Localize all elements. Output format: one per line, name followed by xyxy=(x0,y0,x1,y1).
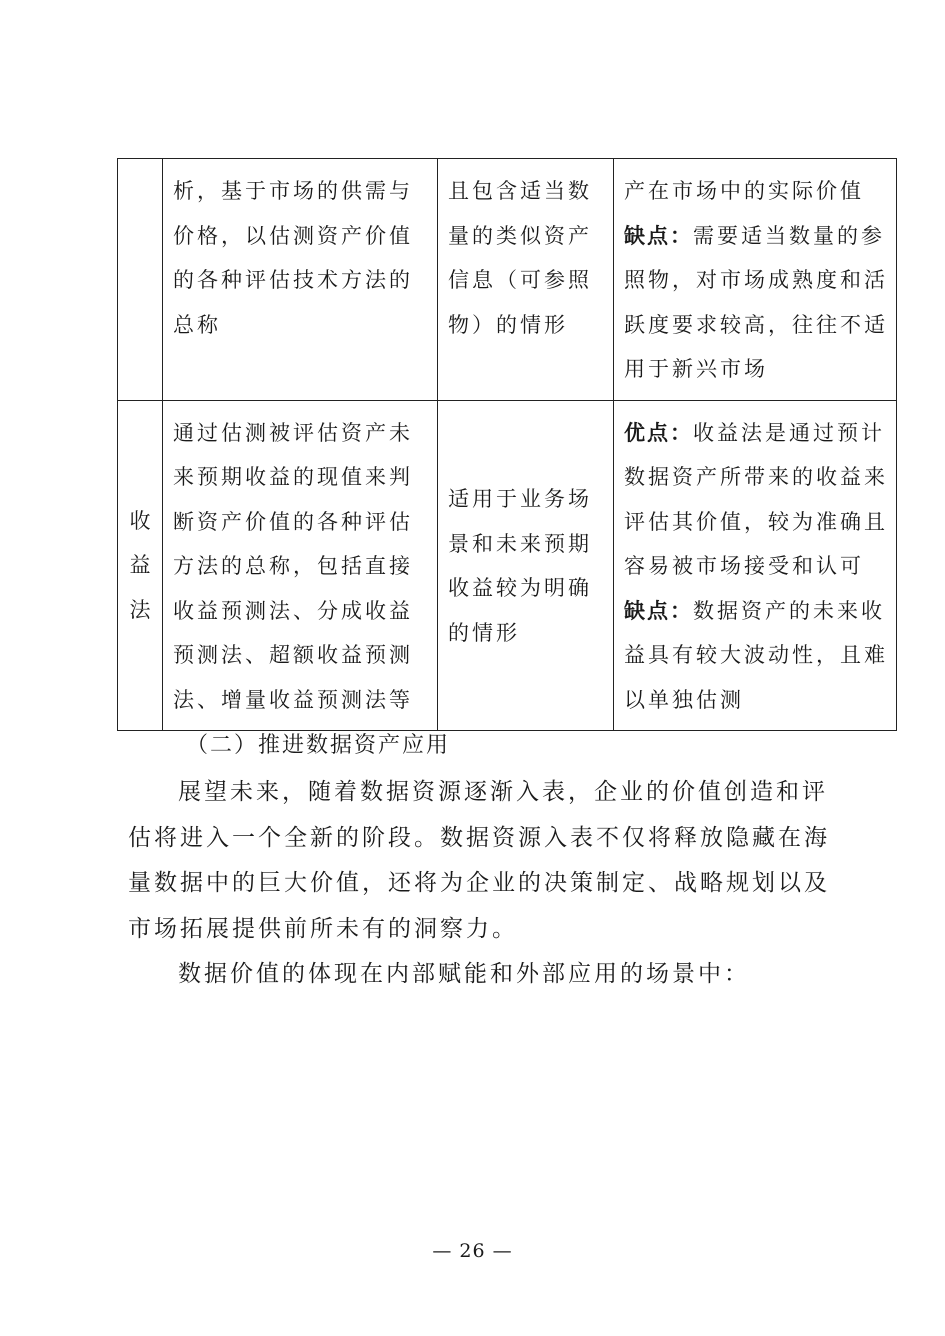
body-paragraph: 展望未来，随着数据资源逐渐入表，企业的价值创造和评估将进入一个全新的阶段。数据资源入表不仅将释放隐藏在海量数据中的巨大价值，还将为企业的决策制定、战略规划以及市场拓展提供前所未有的洞察力。 xyxy=(128,779,830,942)
cons-first-line xyxy=(624,589,888,634)
cons-text: 需要适当数量的参 xyxy=(693,223,885,248)
scope-line: 且包含适当数 xyxy=(448,179,592,203)
cons-first-line xyxy=(624,214,888,259)
cons-label: 缺点： xyxy=(624,222,693,248)
definition-line: 预测法、超额收益预测 xyxy=(173,643,413,667)
valuation-method-table xyxy=(117,158,897,731)
method-name-cell xyxy=(118,400,163,731)
pros-text: 收益法是通过预计 xyxy=(693,420,885,445)
scope-line: 信息（可参照 xyxy=(448,268,592,292)
definition-line: 来预期收益的现值来判 xyxy=(173,465,413,489)
table-row-market-method xyxy=(118,159,897,401)
definition-line: 法、增量收益预测法等 xyxy=(173,687,413,712)
pros-first-line xyxy=(624,411,888,456)
cons-line: 益具有较大波动性，且难 xyxy=(624,643,888,667)
pros-label: 优点： xyxy=(624,419,693,445)
method-name-char: 收 xyxy=(129,508,151,533)
definition-line: 收益预测法、分成收益 xyxy=(173,598,413,623)
table-row-income-method xyxy=(118,400,897,731)
method-name-vertical xyxy=(128,499,152,633)
cons-line: 用于新兴市场 xyxy=(624,357,768,381)
definition-line: 的各种评估技术方法的 xyxy=(173,268,413,292)
cons-line: 以单独估测 xyxy=(624,687,744,712)
scope-line: 适用于业务场 xyxy=(448,487,592,512)
scope-cell xyxy=(438,400,614,731)
pros-line: 评估其价值，较为准确且 xyxy=(624,509,888,534)
definition-line: 总称 xyxy=(173,312,221,337)
cons-text: 数据资产的未来收 xyxy=(693,598,885,623)
scope-cell xyxy=(438,159,614,401)
body-paragraph: 数据价值的体现在内部赋能和外部应用的场景中： xyxy=(178,961,750,987)
section-heading: （二）推进数据资产应用 xyxy=(186,733,451,758)
scope-line: 收益较为明确 xyxy=(448,576,592,601)
scope-line: 景和未来预期 xyxy=(448,531,592,556)
definition-cell xyxy=(163,159,438,401)
cons-line: 照物，对市场成熟度和活 xyxy=(624,268,888,292)
method-name-char: 法 xyxy=(129,597,151,622)
scope-line: 量的类似资产 xyxy=(448,223,592,248)
scope-line: 的情形 xyxy=(448,620,520,645)
method-name-cell xyxy=(118,159,163,401)
cons-line: 跃度要求较高，往往不适 xyxy=(624,312,888,337)
definition-line: 价格，以估测资产价值 xyxy=(173,223,413,248)
definition-line: 断资产价值的各种评估 xyxy=(173,509,413,534)
pros-continuation-line: 产在市场中的实际价值 xyxy=(624,179,864,203)
cons-label: 缺点： xyxy=(624,597,693,623)
pros-cons-cell xyxy=(614,159,897,401)
method-name-char: 益 xyxy=(129,553,151,577)
pros-line: 容易被市场接受和认可 xyxy=(624,554,864,578)
scope-line: 物）的情形 xyxy=(448,312,568,337)
definition-line: 析，基于市场的供需与 xyxy=(173,179,413,203)
page-number: — 26 — xyxy=(432,1240,513,1262)
pros-cons-cell xyxy=(614,400,897,731)
definition-line: 通过估测被评估资产未 xyxy=(173,420,413,445)
definition-line: 方法的总称，包括直接 xyxy=(173,554,413,578)
pros-line: 数据资产所带来的收益来 xyxy=(624,465,888,489)
definition-cell xyxy=(163,400,438,731)
